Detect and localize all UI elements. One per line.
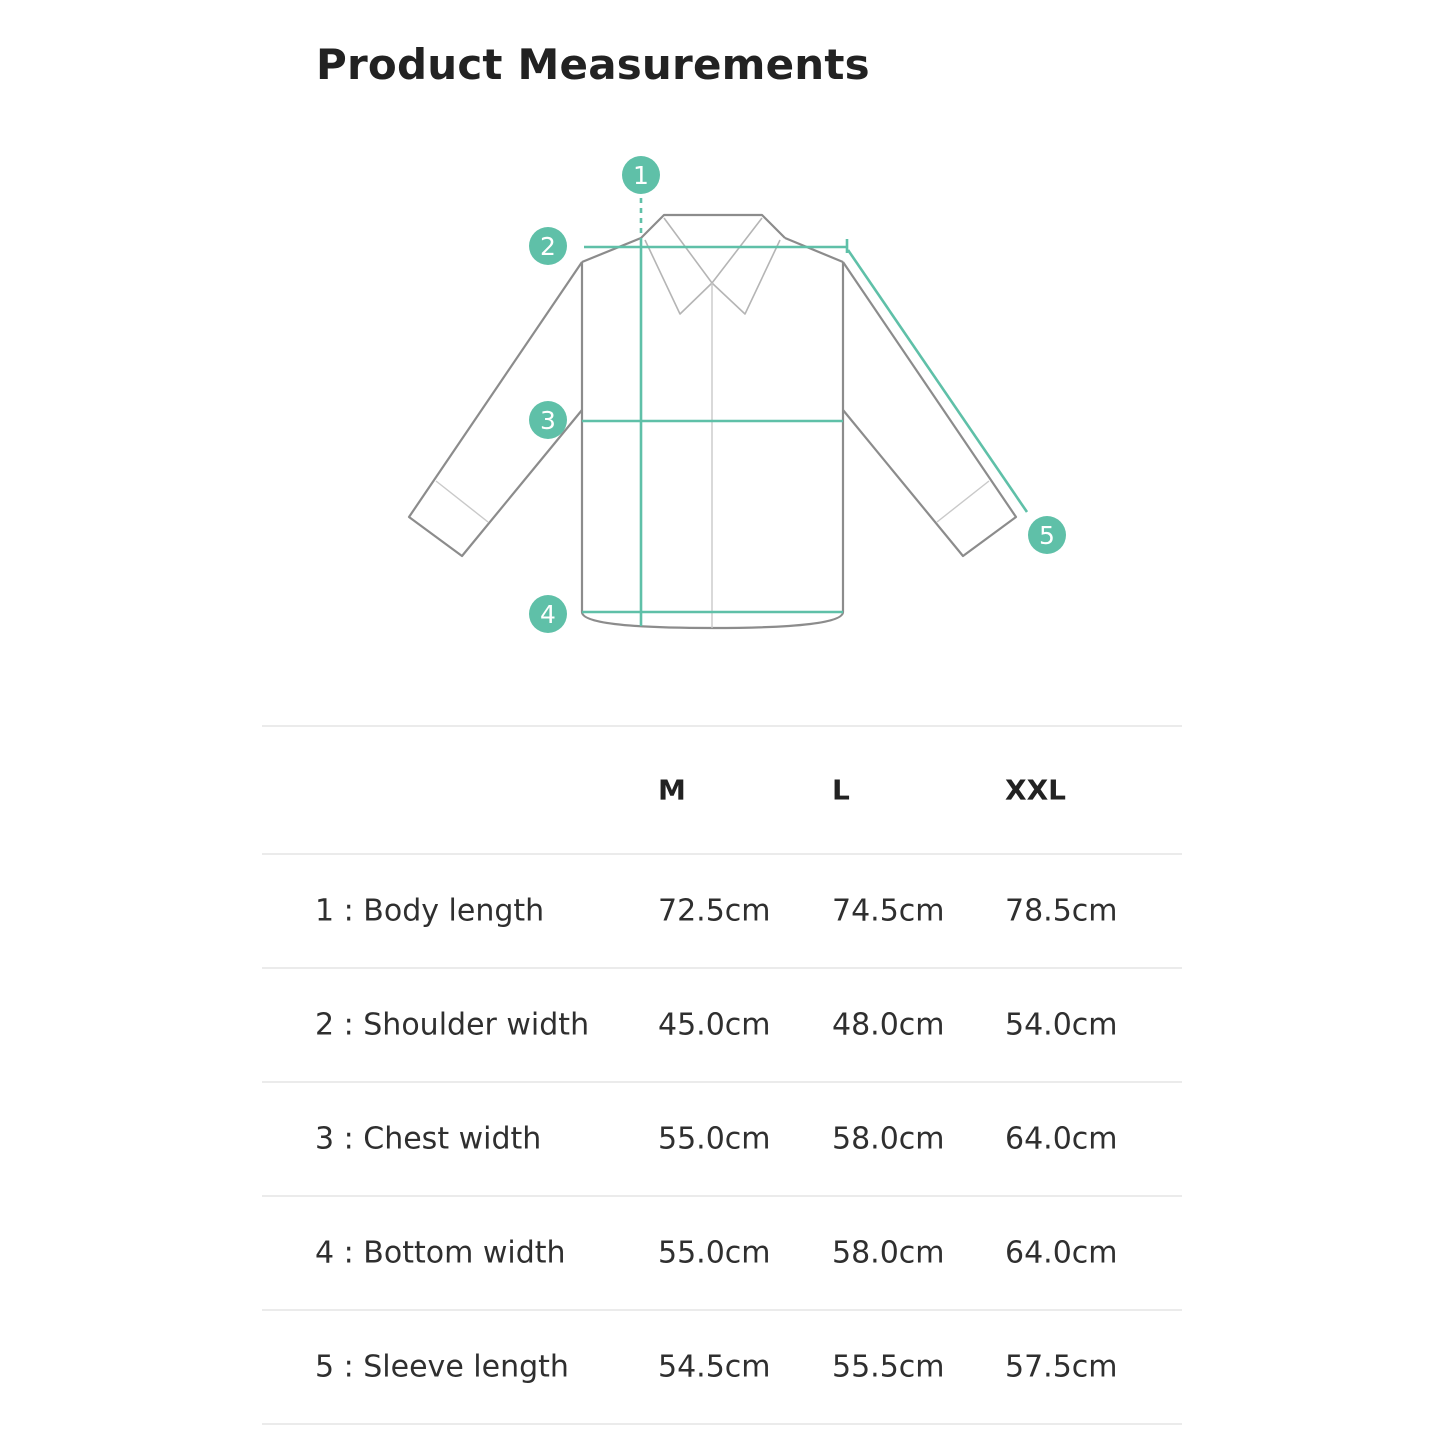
sleeve-length-line [848,250,1027,512]
page-title: Product Measurements [316,40,870,89]
column-header-l: L [832,773,850,807]
marker-2 [529,227,567,265]
svg-text:4: 4 [540,600,556,629]
table-row-bottom-width [262,1197,1182,1309]
row-label: 3 : Chest width [315,1121,542,1157]
value-l: 58.0cm [832,1121,945,1157]
value-xxl: 54.0cm [1005,1007,1118,1043]
value-l: 55.5cm [832,1349,945,1385]
value-l: 58.0cm [832,1235,945,1271]
shirt-measurement-diagram [0,0,1445,700]
svg-text:2: 2 [540,232,556,261]
value-m: 55.0cm [658,1235,771,1271]
value-xxl: 64.0cm [1005,1235,1118,1271]
svg-text:5: 5 [1039,521,1055,550]
svg-text:1: 1 [633,161,649,190]
measurement-lines [582,198,1027,626]
table-row-shoulder-width [262,969,1182,1081]
table-row-body-length [262,855,1182,967]
marker-4 [529,595,567,633]
marker-3 [529,401,567,439]
row-label: 5 : Sleeve length [315,1349,569,1385]
value-m: 54.5cm [658,1349,771,1385]
row-label: 4 : Bottom width [315,1235,566,1271]
table-divider [262,1423,1182,1425]
table-header-row [262,727,1182,853]
marker-1 [622,156,660,194]
value-xxl: 57.5cm [1005,1349,1118,1385]
value-l: 74.5cm [832,893,945,929]
row-label: 2 : Shoulder width [315,1007,590,1043]
value-m: 72.5cm [658,893,771,929]
value-m: 55.0cm [658,1121,771,1157]
table-row-chest-width [262,1083,1182,1195]
svg-text:3: 3 [540,406,556,435]
value-xxl: 78.5cm [1005,893,1118,929]
column-header-m: M [658,773,686,807]
value-l: 48.0cm [832,1007,945,1043]
column-header-xxl: XXL [1005,773,1067,807]
table-row-sleeve-length [262,1311,1182,1423]
row-label: 1 : Body length [315,893,545,929]
marker-5 [1028,516,1066,554]
value-m: 45.0cm [658,1007,771,1043]
value-xxl: 64.0cm [1005,1121,1118,1157]
size-table [262,725,1182,1425]
